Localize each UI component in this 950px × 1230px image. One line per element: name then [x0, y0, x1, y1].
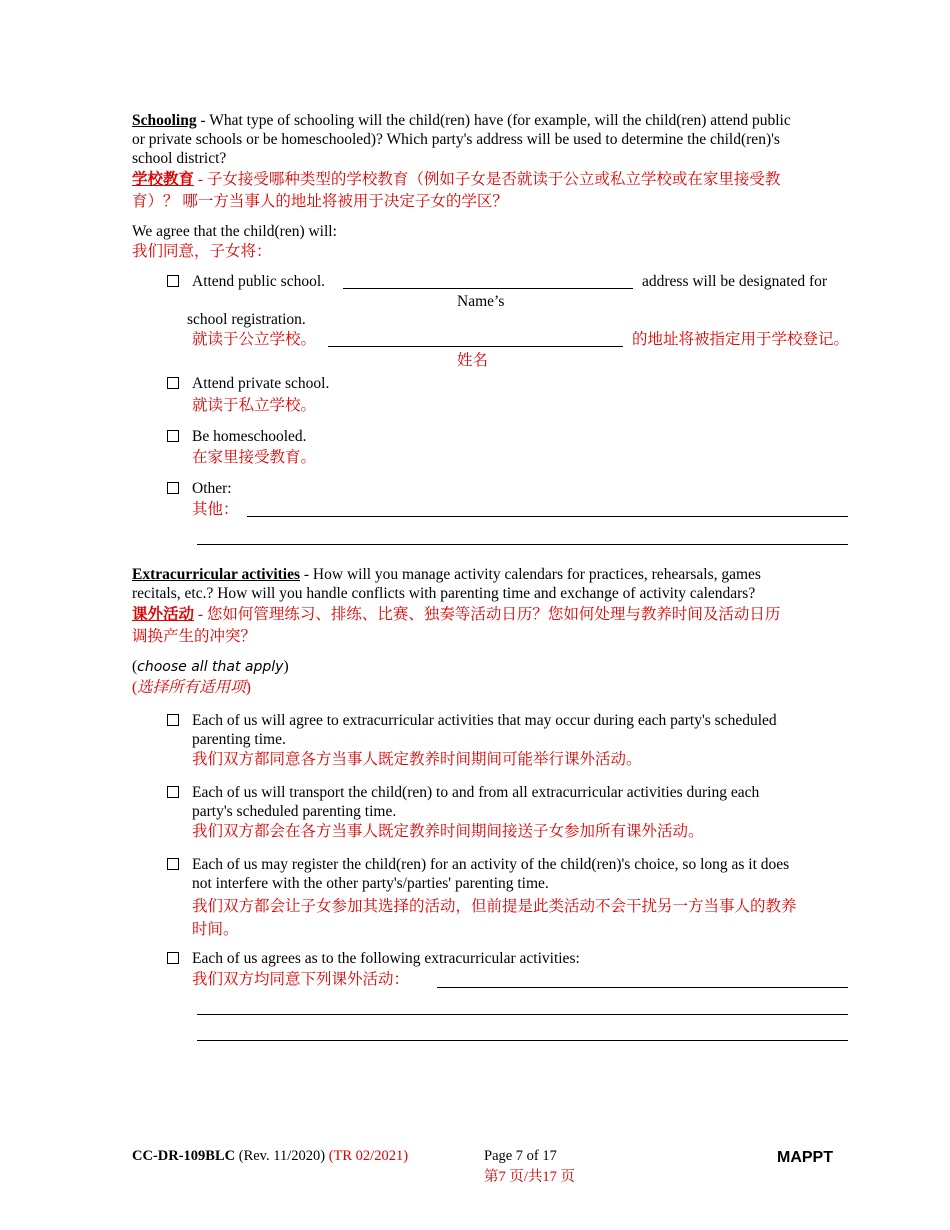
homeschool-checkbox[interactable] — [167, 430, 179, 442]
extracurricular-option-3: Each of us may register the child(ren) for an activity of the child(ren)'s choice, so long as it does not interfere with the other party's/parties' parenting time. 我们双方都会让子女参加其选择的活动，但前提是此类活动不会干扰另一方当事人的教养 时间。 — [192, 856, 797, 938]
public-school-label: Attend public school. — [192, 273, 326, 290]
extracurricular-option-4-zh: 我们双方均同意下列课外活动： — [192, 971, 410, 988]
homeschool-label: Be homeschooled. — [192, 428, 307, 445]
extracurricular-option-2: Each of us will transport the child(ren) to and from all extracurricular activities during each party's scheduled parenting time. 我们双方都会在各方当事人既定教养时间期间接送子女参加所有课外活动。 — [192, 784, 760, 840]
other-checkbox[interactable] — [167, 482, 179, 494]
schooling-paragraph-zh: 学校教育 - 子女接受哪种类型的学校教育（例如子女是否就读于公立或私立学校或在家里接受教 育）？ 哪一方当事人的地址将被用于决定子女的学区？ — [132, 171, 781, 210]
extracurricular-paragraph-en: Extracurricular activities - How will you manage activity calendars for practices, rehearsals, games recitals, etc.? How will you handle conflicts with parenting time and exchange of activity calendars? — [132, 566, 761, 602]
form-code: MAPPT — [777, 1149, 833, 1166]
extracurricular-checkbox-1[interactable] — [167, 714, 179, 726]
school-registration-label: school registration. — [187, 311, 306, 328]
other-input-line-2[interactable] — [197, 544, 848, 545]
extracurricular-heading-zh: 课外活动 — [132, 606, 195, 623]
public-school-label-zh: 就读于公立学校。 — [192, 331, 317, 348]
form-id: CC-DR-109BLC (Rev. 11/2020) (TR 02/2021) — [132, 1148, 409, 1164]
extracurricular-checkbox-2[interactable] — [167, 786, 179, 798]
schooling-paragraph-en: Schooling - What type of schooling will the child(ren) have (for example, will the child(ren) attend public or private schools or be homeschooled)? Which party's address will be used to determine the child(ren)'s school district? — [132, 112, 791, 167]
public-school-name-field[interactable] — [343, 288, 633, 289]
schooling-heading: Schooling — [132, 112, 197, 129]
public-school-name-field-zh[interactable] — [328, 346, 623, 347]
other-label: Other: — [192, 480, 232, 497]
name-label-zh: 姓名 — [457, 352, 489, 369]
homeschool-label-zh: 在家里接受教育。 — [192, 449, 317, 466]
extracurricular-paragraph-zh: 课外活动 - 您如何管理练习、排练、比赛、独奏等活动日历？您如何处理与教养时间及活动日历 调换产生的冲突？ — [132, 606, 781, 645]
public-school-tail: address will be designated for — [642, 273, 828, 290]
choose-all-zh: (选择所有适用项) — [132, 679, 251, 696]
private-school-checkbox[interactable] — [167, 377, 179, 389]
extracurricular-option-1: Each of us will agree to extracurricular activities that may occur during each party's scheduled parenting time. 我们双方都同意各方当事人既定教养时间期间可能举行课外活动。 — [192, 712, 777, 768]
activities-input-line-2[interactable] — [197, 1014, 848, 1015]
name-label: Name’s — [457, 293, 505, 310]
extracurricular-option-4: Each of us agrees as to the following extracurricular activities: — [192, 950, 580, 967]
extracurricular-checkbox-3[interactable] — [167, 858, 179, 870]
extracurricular-heading: Extracurricular activities — [132, 566, 301, 583]
public-school-tail-zh: 的地址将被指定用于学校登记。 — [632, 331, 850, 348]
page-number-zh: 第7 页/共17 页 — [484, 1169, 576, 1185]
private-school-label: Attend private school. — [192, 375, 330, 392]
private-school-label-zh: 就读于私立学校。 — [192, 397, 317, 414]
extracurricular-checkbox-4[interactable] — [167, 952, 179, 964]
schooling-heading-zh: 学校教育 — [132, 171, 195, 188]
choose-all-en: (choose all that apply) — [132, 658, 289, 675]
activities-input-line-1[interactable] — [437, 987, 848, 988]
agree-statement-zh: 我们同意，子女将： — [132, 243, 272, 260]
public-school-checkbox[interactable] — [167, 275, 179, 287]
page-number: Page 7 of 17 — [484, 1148, 557, 1164]
agree-statement-en: We agree that the child(ren) will: — [132, 223, 337, 240]
other-input-line-1[interactable] — [247, 516, 848, 517]
activities-input-line-3[interactable] — [197, 1040, 848, 1041]
other-label-zh: 其他： — [192, 501, 239, 518]
